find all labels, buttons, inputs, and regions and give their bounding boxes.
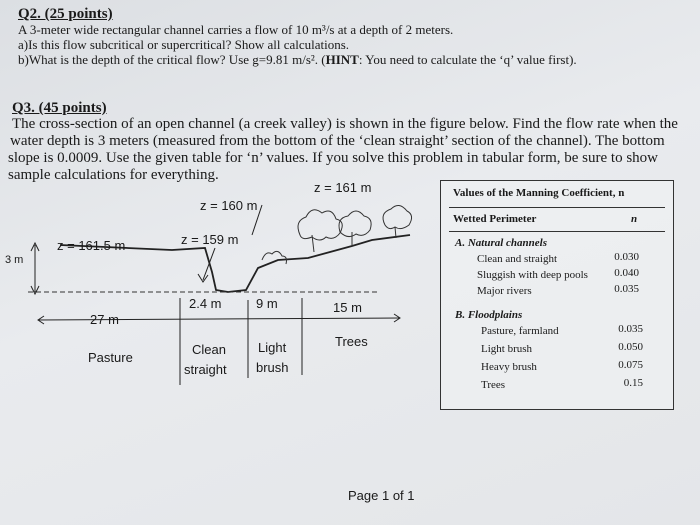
table-row-label: Clean and straight — [477, 253, 558, 265]
label-z-159: z = 159 m — [181, 232, 239, 247]
table-section-b: B. Floodplains — [455, 309, 523, 321]
table-rule-2 — [449, 231, 665, 232]
label-z-161: z = 161 m — [314, 180, 372, 195]
label-trees: Trees — [335, 334, 368, 349]
table-row-label: Sluggish with deep pools — [477, 269, 588, 281]
label-light: Light — [258, 340, 287, 355]
table-section-a: A. Natural channels — [455, 237, 547, 249]
q2-line-3 — [18, 52, 577, 68]
table-row-n: 0.035 — [618, 323, 643, 335]
label-z-160: z = 160 m — [200, 198, 258, 213]
manning-table — [440, 180, 674, 410]
table-rule-1 — [449, 207, 665, 208]
label-brush: brush — [256, 360, 289, 375]
q3-line-2: water depth is 3 meters (measured from the bottom of the ‘clean straight’ section of the channel). The bottom — [10, 133, 665, 149]
q2-line-2: a)Is this flow subcritical or supercritical? Show all calculations. — [18, 37, 350, 52]
q3-line-4: sample calculations for everything. — [8, 167, 219, 183]
table-row-n: 0.075 — [618, 359, 643, 371]
label-width-15: 15 m — [333, 300, 362, 315]
table-col-wetted-perimeter: Wetted Perimeter — [453, 213, 537, 225]
q3-line-3: slope is 0.0009. Use the given table for ‘n’ values. If you solve this problem in tabular form, be sure to show — [8, 150, 659, 166]
q2-title: Q2. (25 points) — [18, 6, 113, 22]
q2-line-3-a: b)What is the depth of the critical flow? Use g=9.81 m/s². ( — [18, 52, 326, 67]
label-z-161-5: z = 161.5 m — [57, 238, 126, 253]
page-number: Page 1 of 1 — [348, 488, 415, 503]
q3-line-1: The cross-section of an open channel (a creek valley) is shown in the figure below. Find the flow rate when the — [12, 116, 678, 132]
table-row-n: 0.030 — [614, 251, 639, 263]
label-clean: Clean — [192, 342, 226, 357]
label-depth-3m: 3 m — [5, 254, 24, 266]
q2-line-1: A 3-meter wide rectangular channel carries a flow of 10 m³/s at a depth of 2 meters. — [18, 22, 454, 37]
q2-line-3-b: : You need to calculate the ‘q’ value first). — [358, 52, 577, 67]
label-straight: straight — [184, 362, 227, 377]
table-row-n: 0.035 — [614, 283, 639, 295]
table-row-label: Major rivers — [477, 285, 532, 297]
q2-hint: HINT — [325, 52, 359, 67]
trees-drawing — [262, 205, 412, 264]
table-row-n: 0.15 — [623, 377, 643, 389]
table-col-n: n — [631, 213, 638, 225]
label-width-9: 9 m — [256, 296, 278, 311]
table-row-label: Heavy brush — [481, 361, 537, 373]
table-row-n: 0.040 — [614, 267, 639, 279]
label-width-2-4: 2.4 m — [189, 296, 222, 311]
label-width-27: 27 m — [90, 312, 119, 327]
table-title: Values of the Manning Coefficient, n — [453, 187, 625, 199]
table-row-n: 0.050 — [618, 341, 643, 353]
table-row-label: Trees — [481, 379, 506, 391]
table-row-label: Pasture, farmland — [481, 325, 559, 337]
label-pasture: Pasture — [88, 350, 133, 365]
q3-title: Q3. (45 points) — [12, 100, 107, 116]
table-row-label: Light brush — [481, 343, 533, 355]
